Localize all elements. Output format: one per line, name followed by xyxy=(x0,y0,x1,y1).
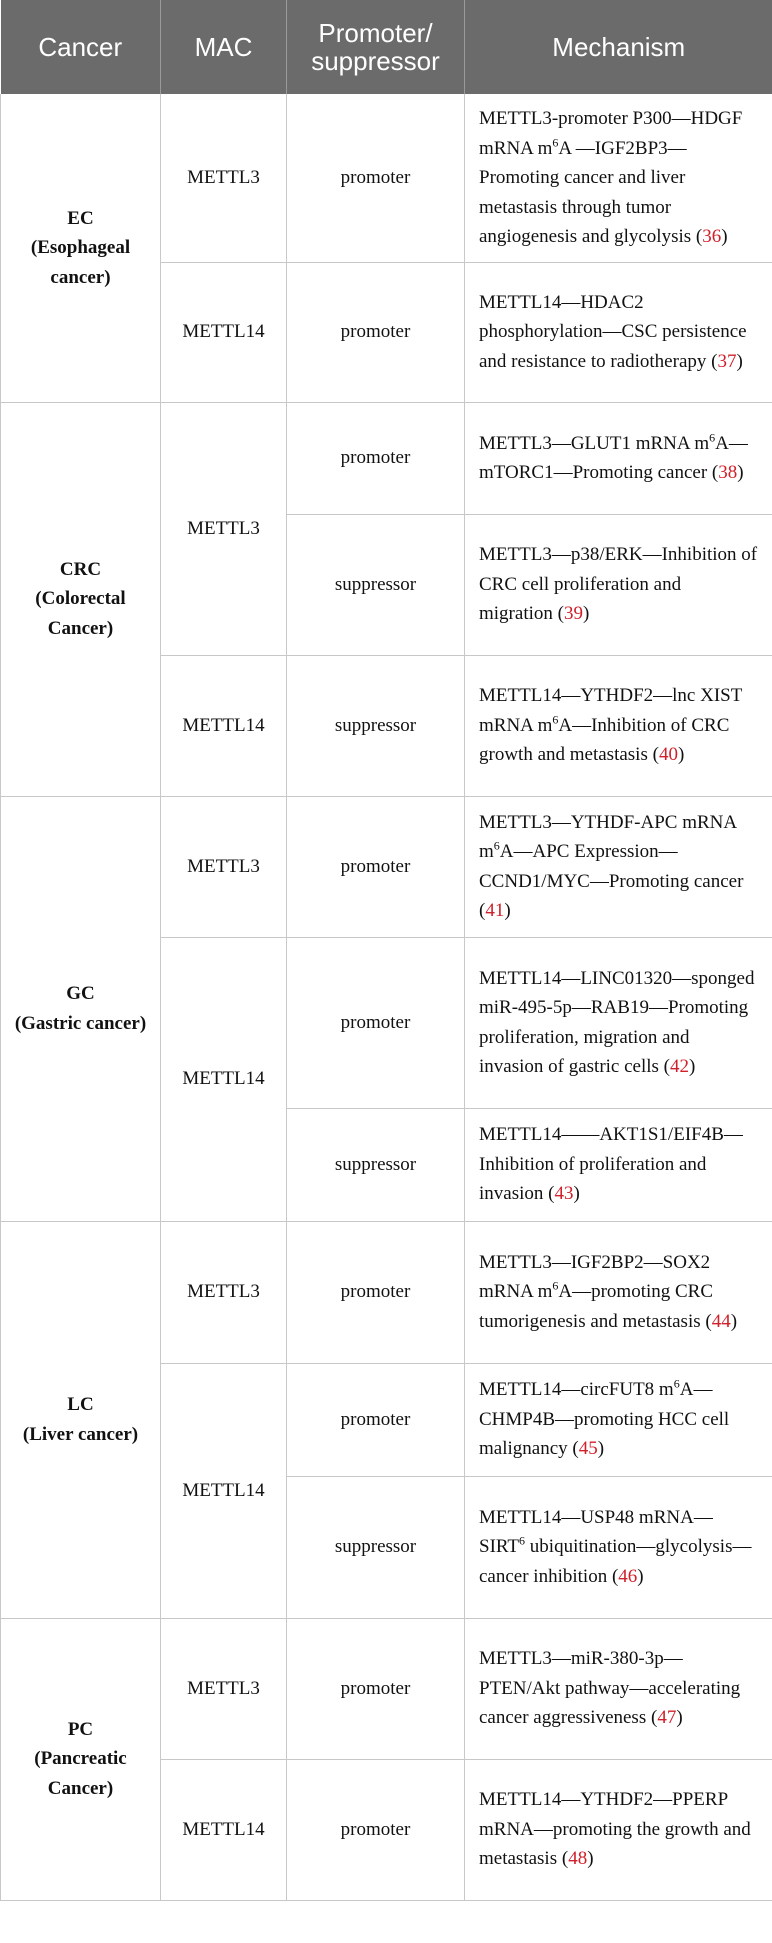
reference-link[interactable]: 44 xyxy=(711,1310,731,1332)
mechanism-cell: METTL3—YTHDF-APC mRNA $m^6A—APC$ Expression—CCND1/MYC—Promoting cancer (41) xyxy=(465,796,772,937)
reference-link[interactable]: 37 xyxy=(717,350,737,372)
reference-link[interactable]: 46 xyxy=(618,1565,638,1587)
mechanism-cell: METTL3—miR-380-3p—PTEN/Akt pathway—accelerating cancer aggressiveness (47) xyxy=(465,1618,772,1759)
role-cell: promoter xyxy=(287,402,465,514)
role-cell: promoter xyxy=(287,937,465,1108)
table-header xyxy=(1,0,772,94)
cancer-abbr: LC xyxy=(67,1394,94,1415)
reference-link[interactable]: 39 xyxy=(563,603,583,625)
reference-link[interactable]: 47 xyxy=(657,1707,677,1729)
mac-cell: METTL3 xyxy=(161,402,287,655)
role-cell: promoter xyxy=(287,1363,465,1476)
role-cell: promoter xyxy=(287,1759,465,1900)
cancer-full-name: (Colorectal Cancer) xyxy=(35,588,126,639)
header-mac: MAC xyxy=(161,0,287,94)
cancer-cell-pc xyxy=(1,1618,161,1900)
role-cell: promoter xyxy=(287,1221,465,1363)
table-row xyxy=(1,1221,772,1363)
cancer-full-name: (Esophageal cancer) xyxy=(30,237,131,288)
reference-link[interactable]: 38 xyxy=(718,462,738,483)
mechanism-cell: METTL3-promoter P300—HDGF mRNA $m^6A$ —IGF2BP3—Promoting cancer and liver metastasis through tumor angiogenesis and glycolysis (36) xyxy=(465,94,772,262)
mac-cell: METTL14 xyxy=(161,1759,287,1900)
cancer-abbr: CRC xyxy=(59,558,102,580)
role-cell: promoter xyxy=(287,796,465,937)
mac-cell: METTL14 xyxy=(161,1363,287,1618)
header-mechanism: Mechanism xyxy=(465,0,772,94)
mac-cell: METTL14 xyxy=(161,937,287,1221)
mechanism-cell: METTL14—YTHDF2—lnc XIST mRNA $m^6A—Inhibition$ of CRC growth and metastasis (40) xyxy=(465,655,772,796)
role-cell: suppressor xyxy=(287,514,465,655)
cancer-full-name: (Pancreatic Cancer) xyxy=(34,1748,127,1799)
cancer-cell-ec xyxy=(1,94,161,402)
role-cell: promoter xyxy=(287,94,465,262)
mechanism-cell: METTL14——AKT1S1/EIF4B—Inhibition of proliferation and invasion (43) xyxy=(465,1108,772,1221)
mac-cell: METTL14 xyxy=(161,655,287,796)
reference-link[interactable]: 41 xyxy=(485,900,505,921)
reference-link[interactable]: 43 xyxy=(554,1183,574,1205)
mechanism-cell: METTL14—circFUT8 $m^6A—CHMP4B—promoting$ HCC cell malignancy (45) xyxy=(465,1363,772,1476)
table-row xyxy=(1,402,772,514)
mechanism-cell: METTL14—HDAC2 phosphorylation—CSC persistence and resistance to radiotherapy (37) xyxy=(465,262,772,402)
cancer-abbr: EC xyxy=(67,207,94,229)
cancer-full-name: (Gastric cancer) xyxy=(14,1012,147,1034)
role-cell: suppressor xyxy=(287,1476,465,1618)
reference-link[interactable]: 40 xyxy=(658,744,678,766)
header-role: Promoter/ suppressor xyxy=(287,0,465,94)
role-cell: suppressor xyxy=(287,1108,465,1221)
header-row xyxy=(1,0,772,94)
mechanism-cell: METTL14—LINC01320—sponged miR-495-5p—RAB19—Promoting proliferation, migration and invasion of gastric cells (42) xyxy=(465,937,772,1108)
table-row xyxy=(1,1618,772,1759)
table-row xyxy=(1,94,772,262)
mac-cell: METTL14 xyxy=(161,262,287,402)
header-cancer: Cancer xyxy=(1,0,161,94)
mechanism-cell: METTL14—USP48 mRNA—SIRT$^6$ ubiquitination—glycolysis—cancer inhibition (46) xyxy=(465,1476,772,1618)
cancer-cell-lc xyxy=(1,1221,161,1618)
table-body xyxy=(1,94,772,1900)
mac-cell: METTL3 xyxy=(161,1618,287,1759)
mechanism-cell: METTL3—IGF2BP2—SOX2 mRNA $m^6A—promoting$ CRC tumorigenesis and metastasis (44) xyxy=(465,1221,772,1363)
cancer-cell-gc xyxy=(1,796,161,1221)
table-row xyxy=(1,796,772,937)
cancer-full-name: (Liver cancer) xyxy=(22,1423,139,1445)
reference-link[interactable]: 42 xyxy=(670,1056,690,1077)
mac-cell: METTL3 xyxy=(161,94,287,262)
mechanism-cell: METTL3—p38/ERK—Inhibition of CRC cell proliferation and migration (39) xyxy=(465,514,772,655)
mac-cell: METTL3 xyxy=(161,796,287,937)
cancer-abbr: PC xyxy=(67,1718,94,1740)
role-cell: suppressor xyxy=(287,655,465,796)
role-cell: promoter xyxy=(287,1618,465,1759)
mechanism-cell: METTL14—YTHDF2—PPERP mRNA—promoting the growth and metastasis (48) xyxy=(465,1759,772,1900)
reference-link[interactable]: 36 xyxy=(702,226,722,247)
role-cell: promoter xyxy=(287,262,465,402)
cancer-abbr: GC xyxy=(66,983,95,1004)
cancer-cell-crc xyxy=(1,402,161,796)
reference-link[interactable]: 45 xyxy=(578,1438,598,1460)
mechanism-cell: METTL3—GLUT1 mRNA $m^6A—mTORC1—Promoting$ cancer (38) xyxy=(465,402,772,514)
reference-link[interactable]: 48 xyxy=(568,1848,588,1870)
mac-cell: METTL3 xyxy=(161,1221,287,1363)
